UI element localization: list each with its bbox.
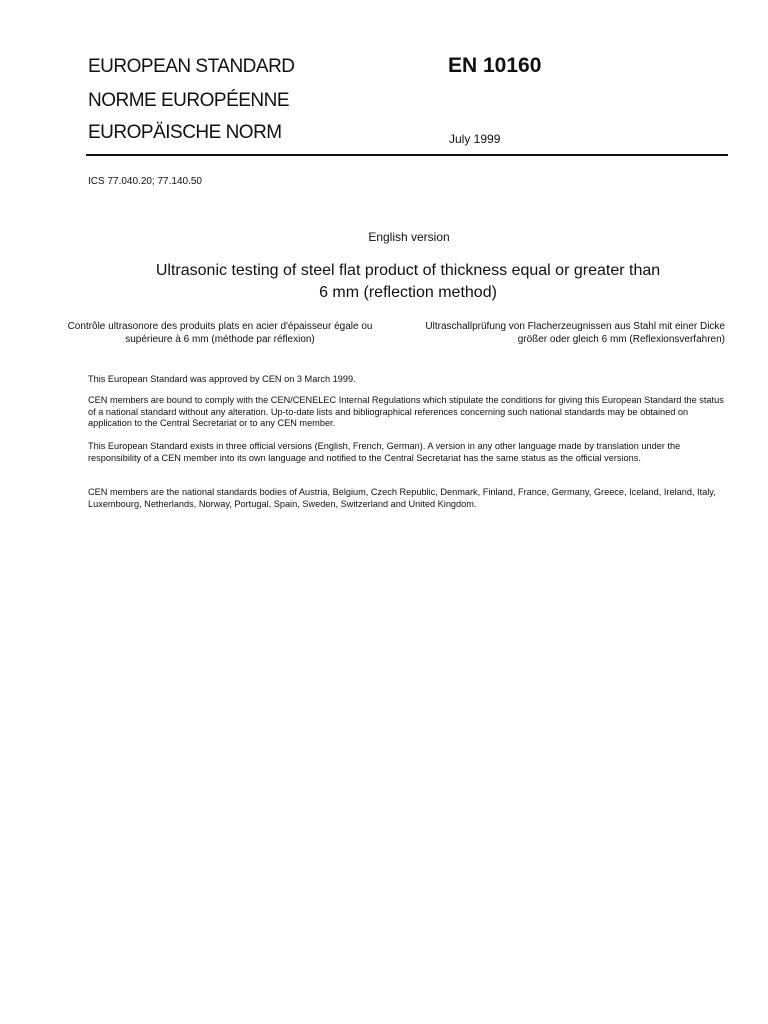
title-english: EUROPEAN STANDARD	[88, 56, 295, 77]
standard-number: EN 10160	[448, 54, 542, 77]
french-title: Contrôle ultrasonore des produits plats en acier d'épaisseur égale ou supérieure à 6 mm (méthode par réflexion)	[67, 321, 373, 345]
members-paragraph: CEN members are the national standards bodies of Austria, Belgium, Czech Republic, Denmark, Finland, France, Germany, Greece, Iceland, Ireland, Italy, Luxembourg, Netherlands, Norway, Portugal, Spain, Sweden, Switzerland and United Kingdom.	[88, 487, 716, 509]
versions-paragraph: This European Standard exists in three official versions (English, French, German). A version in any other language made by translation under the responsibility of a CEN member into its own language and notified to the Central Secretariat has the same status as the official versions.	[88, 441, 681, 463]
version-label: English version	[368, 230, 450, 244]
document-title: Ultrasonic testing of steel flat product of thickness equal or greater than 6 mm (reflection method)	[155, 262, 661, 301]
title-german: EUROPÄISCHE NORM	[88, 122, 282, 143]
header-divider	[86, 154, 728, 156]
title-french: NORME EUROPÉENNE	[88, 90, 290, 111]
compliance-paragraph: CEN members are bound to comply with the CEN/CENELEC Internal Regulations which stipulate the conditions for giving this European Standard the status of a national standard without any alteration. Up-to-date lists and bibliographical references concerning such national standards may be obtained on application to the Central Secretariat or to any CEN member.	[88, 395, 724, 428]
ics-code: ICS 77.040.20; 77.140.50	[88, 176, 202, 187]
german-title: Ultraschallprüfung von Flacherzeugnissen aus Stahl mit einer Dicke größer oder gleich 6 mm (Reflexionsverfahren)	[425, 321, 725, 345]
approval-paragraph: This European Standard was approved by CEN on 3 March 1999.	[88, 374, 356, 384]
publication-date: July 1999	[449, 132, 501, 146]
